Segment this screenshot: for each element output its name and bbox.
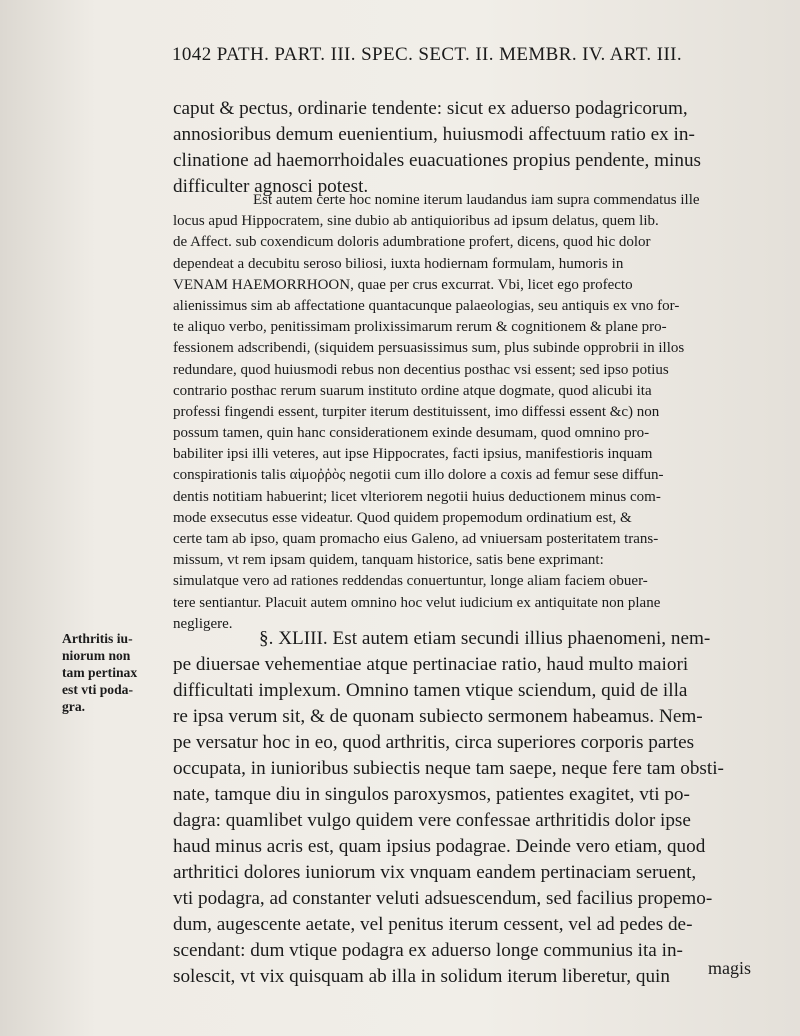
catchword: magis (708, 958, 751, 978)
text-line: caput & pectus, ordinarie tendente: sicut ex aduerso podagricorum, (173, 98, 688, 119)
text-line: clinatione ad haemorrhoidales euacuationes propius pendente, minus (173, 150, 702, 171)
text-line: locus apud Hippocratem, sine dubio ab antiquioribus ad ipsum delatus, quem lib. (173, 213, 659, 230)
text-line: VENAM HAEMORRHOON, quae per crus excurrat. Vbi, licet ego profecto (173, 276, 633, 293)
text-line: nate, tamque diu in singulos paroxysmos, patientes exagitet, vti po- (173, 784, 690, 805)
text-line: dentis notitiam habuerint; licet vlteriorem negotii huius deductionem minus com- (173, 488, 661, 505)
text-line: mode exsecutus esse videatur. Quod quidem propemodum ordinatium est, & (173, 509, 632, 526)
margin-note-line: gra. (62, 699, 86, 714)
text-line: te aliquo verbo, penitissimam prolixissimarum rerum & cognitionem & plane pro- (173, 319, 667, 336)
text-line: scendant: dum vtique podagra ex aduerso longe communius ita in- (173, 940, 683, 961)
text-line: dum, augescente aetate, vel penitus iterum cessent, vel ad pedes de- (173, 914, 693, 935)
text-line: re ipsa verum sit, & de quonam subiecto sermonem habeamus. Nem- (173, 706, 703, 727)
paragraph-commentary (173, 190, 765, 635)
margin-note-line: est vti poda- (62, 682, 133, 697)
text-line: contrario posthac rerum suarum instituto ordine atque dogmate, quod alicubi ita (173, 382, 652, 399)
paragraph-section-43 (173, 626, 765, 990)
text-line: simulatque vero ad rationes reddendas conuertuntur, longe aliam faciem obuer- (173, 573, 648, 590)
text-line: difficulter agnosci potest. (173, 176, 369, 197)
margin-note-line: niorum non (62, 648, 131, 663)
margin-note-line: Arthritis iu- (62, 631, 133, 646)
text-line: arthritici dolores iuniorum vix vnquam eandem pertinaciam seruent, (173, 862, 697, 883)
text-line: certe tam ab ipso, quam promacho eius Galeno, ad vniuersam posteritatem trans- (173, 531, 659, 547)
text-line: haud minus acris est, quam ipsius podagrae. Deinde vero etiam, quod (173, 836, 706, 857)
text-line: annosioribus demum euenientium, huiusmodi affectuum ratio ex in- (173, 124, 695, 145)
margin-note-line: tam pertinax (62, 665, 138, 680)
text-line: pe diuersae vehementiae atque pertinaciae ratio, haud multo maiori (173, 654, 689, 675)
margin-note (62, 630, 174, 715)
text-line: de Affect. sub coxendicum doloris adumbratione profert, dicens, quod hic dolor (173, 234, 651, 251)
text-line: dagra: quamlibet vulgo quidem vere confessae arthritidis dolor ipse (173, 810, 691, 831)
text-line: tere sentiantur. Placuit autem omnino hoc velut iudicium ex antiquitate non plane (173, 594, 661, 611)
text-line: redundare, quod huiusmodi rebus non decentius posthac vsi essent; sed ipso potius (173, 361, 669, 378)
text-line: difficultati implexum. Omnino tamen vtique sciendum, quid de illa (173, 680, 688, 701)
text-line: missum, vt rem ipsam quidem, tanquam historice, satis bene exprimant: (173, 552, 604, 569)
text-line: pe versatur hoc in eo, quod arthritis, circa superiores corporis partes (173, 732, 695, 753)
text-line: fessionem adscribendi, (siquidem persuasissimus sum, plus subinde opprobrii in illos (173, 340, 685, 357)
text-line: §. XLIII. Est autem etiam secundi illius phaenomeni, nem- (259, 628, 711, 649)
text-line: negligere. (173, 615, 233, 632)
text-line: Est autem certe hoc nomine iterum laudandus iam supra commendatus ille (253, 192, 700, 208)
text-line: dependeat a decubitu seroso biliosi, iuxta hodiernam formulam, humoris in (173, 255, 624, 272)
text-line: alienissimus sim ab affectatione quantacunque palaeologias, seu antiquis ex vno for- (173, 297, 680, 314)
text-line: conspirationis talis αἱμοῤῥὸς negotii cum illo dolore a coxis ad femur sese diffun- (173, 467, 664, 484)
text-line: professi fingendi essent, turpiter iterum destituissent, imo diffessi essent &c) non (173, 403, 660, 420)
running-header: 1042 PATH. PART. III. SPEC. SECT. II. MEMBR. IV. ART. III. (172, 44, 683, 65)
text-line: vti podagra, ad constanter veluti adsuescendum, sed facilius propemo- (173, 888, 713, 909)
text-line: occupata, in iunioribus subiectis neque tam saepe, neque fere tam obsti- (173, 758, 724, 779)
text-line: solescit, vt vix quisquam ab illa in solidum iterum liberetur, quin (173, 966, 670, 987)
text-line: babiliter ipsi illi veteres, aut ipse Hippocrates, facti ipsius, manifestioris inquam (173, 446, 653, 463)
paragraph-continuation (173, 96, 765, 200)
text-line: possum tamen, quin hanc considerationem exinde desumam, quod omnino pro- (173, 425, 650, 442)
